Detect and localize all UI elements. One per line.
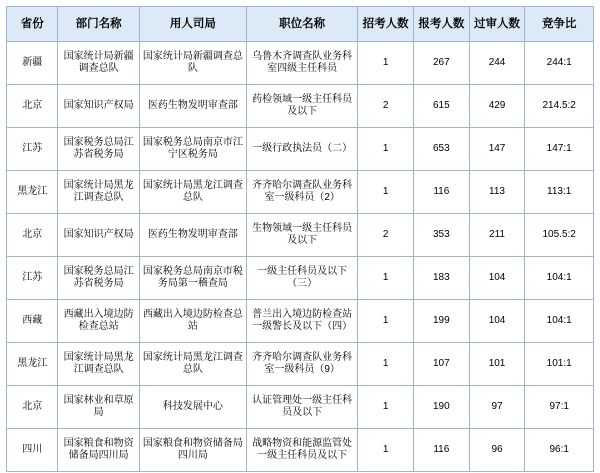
cell-department: 西藏出入境边防检查总站 <box>58 300 139 343</box>
column-header-province: 省份 <box>7 7 58 42</box>
cell-department: 国家林业和草原局 <box>58 386 139 429</box>
cell-applied-count: 653 <box>414 128 470 171</box>
column-header-position: 职位名称 <box>246 7 357 42</box>
cell-position: 齐齐哈尔调查队业务科室一级科员（2） <box>246 171 357 214</box>
cell-position: 一级主任科员及以下（三） <box>246 257 357 300</box>
cell-position: 普兰出入境边防检查站一级警长及以下（四） <box>246 300 357 343</box>
cell-competition-ratio: 96:1 <box>525 429 594 472</box>
cell-position: 齐齐哈尔调查队业务科室一级科员（9） <box>246 343 357 386</box>
table-row <box>7 171 594 214</box>
cell-recruit-count: 1 <box>358 343 414 386</box>
cell-department: 国家粮食和物资储备局四川局 <box>58 429 139 472</box>
cell-recruit-count: 1 <box>358 386 414 429</box>
cell-competition-ratio: 104:1 <box>525 300 594 343</box>
table-header-row <box>7 7 594 42</box>
cell-position: 药检领域一级主任科员及以下 <box>246 85 357 128</box>
cell-province: 新疆 <box>7 42 58 85</box>
cell-applied-count: 116 <box>414 171 470 214</box>
cell-applied-count: 116 <box>414 429 470 472</box>
cell-province: 北京 <box>7 386 58 429</box>
cell-department: 国家税务总局江苏省税务局 <box>58 128 139 171</box>
cell-department: 国家税务总局江苏省税务局 <box>58 257 139 300</box>
cell-position: 一级行政执法员（二） <box>246 128 357 171</box>
cell-passed-count: 113 <box>469 171 525 214</box>
cell-department: 国家知识产权局 <box>58 85 139 128</box>
cell-position: 生物领域一级主任科员及以下 <box>246 214 357 257</box>
cell-bureau: 国家粮食和物资储备局四川局 <box>139 429 246 472</box>
table-row <box>7 214 594 257</box>
cell-recruit-count: 1 <box>358 429 414 472</box>
table-row <box>7 85 594 128</box>
cell-passed-count: 96 <box>469 429 525 472</box>
cell-applied-count: 353 <box>414 214 470 257</box>
cell-province: 四川 <box>7 429 58 472</box>
exam-positions-table <box>6 6 594 472</box>
table-row <box>7 128 594 171</box>
cell-province: 北京 <box>7 214 58 257</box>
cell-bureau: 医药生物发明审查部 <box>139 85 246 128</box>
cell-province: 黑龙江 <box>7 343 58 386</box>
table-row <box>7 42 594 85</box>
cell-recruit-count: 1 <box>358 257 414 300</box>
cell-competition-ratio: 105.5:2 <box>525 214 594 257</box>
cell-bureau: 国家统计局黑龙江调查总队 <box>139 343 246 386</box>
cell-passed-count: 104 <box>469 257 525 300</box>
cell-position: 乌鲁木齐调查队业务科室四级主任科员 <box>246 42 357 85</box>
cell-department: 国家统计局黑龙江调查总队 <box>58 343 139 386</box>
table-row <box>7 300 594 343</box>
cell-bureau: 科技发展中心 <box>139 386 246 429</box>
cell-province: 黑龙江 <box>7 171 58 214</box>
table-body <box>7 42 594 472</box>
cell-bureau: 国家税务总局南京市税务局第一稽查局 <box>139 257 246 300</box>
cell-passed-count: 97 <box>469 386 525 429</box>
column-header-passed-count: 过审人数 <box>469 7 525 42</box>
column-header-applied-count: 报考人数 <box>414 7 470 42</box>
cell-position: 认证管理处一级主任科员及以下 <box>246 386 357 429</box>
cell-recruit-count: 1 <box>358 300 414 343</box>
cell-passed-count: 147 <box>469 128 525 171</box>
table-row <box>7 343 594 386</box>
table-row <box>7 429 594 472</box>
cell-competition-ratio: 147:1 <box>525 128 594 171</box>
column-header-competition-ratio: 竞争比 <box>525 7 594 42</box>
cell-recruit-count: 2 <box>358 85 414 128</box>
cell-bureau: 医药生物发明审查部 <box>139 214 246 257</box>
column-header-department: 部门名称 <box>58 7 139 42</box>
cell-applied-count: 199 <box>414 300 470 343</box>
cell-recruit-count: 2 <box>358 214 414 257</box>
cell-department: 国家统计局新疆调查总队 <box>58 42 139 85</box>
cell-province: 西藏 <box>7 300 58 343</box>
cell-province: 江苏 <box>7 257 58 300</box>
table-row <box>7 386 594 429</box>
cell-competition-ratio: 104:1 <box>525 257 594 300</box>
cell-passed-count: 101 <box>469 343 525 386</box>
cell-passed-count: 211 <box>469 214 525 257</box>
cell-applied-count: 267 <box>414 42 470 85</box>
cell-position: 战略物资和能源监管处一级主任科员及以下 <box>246 429 357 472</box>
cell-province: 北京 <box>7 85 58 128</box>
table-row <box>7 257 594 300</box>
cell-bureau: 国家税务总局南京市江宁区税务局 <box>139 128 246 171</box>
cell-passed-count: 429 <box>469 85 525 128</box>
cell-recruit-count: 1 <box>358 171 414 214</box>
cell-bureau: 国家统计局黑龙江调查总队 <box>139 171 246 214</box>
cell-recruit-count: 1 <box>358 128 414 171</box>
cell-applied-count: 190 <box>414 386 470 429</box>
cell-competition-ratio: 113:1 <box>525 171 594 214</box>
cell-competition-ratio: 97:1 <box>525 386 594 429</box>
cell-department: 国家知识产权局 <box>58 214 139 257</box>
column-header-bureau: 用人司局 <box>139 7 246 42</box>
cell-applied-count: 183 <box>414 257 470 300</box>
cell-competition-ratio: 244:1 <box>525 42 594 85</box>
cell-department: 国家统计局黑龙江调查总队 <box>58 171 139 214</box>
cell-applied-count: 615 <box>414 85 470 128</box>
cell-passed-count: 244 <box>469 42 525 85</box>
cell-competition-ratio: 101:1 <box>525 343 594 386</box>
cell-competition-ratio: 214.5:2 <box>525 85 594 128</box>
cell-province: 江苏 <box>7 128 58 171</box>
cell-bureau: 国家统计局新疆调查总队 <box>139 42 246 85</box>
table-header <box>7 7 594 42</box>
column-header-recruit-count: 招考人数 <box>358 7 414 42</box>
cell-bureau: 西藏出入境边防检查总站 <box>139 300 246 343</box>
cell-applied-count: 107 <box>414 343 470 386</box>
cell-recruit-count: 1 <box>358 42 414 85</box>
cell-passed-count: 104 <box>469 300 525 343</box>
